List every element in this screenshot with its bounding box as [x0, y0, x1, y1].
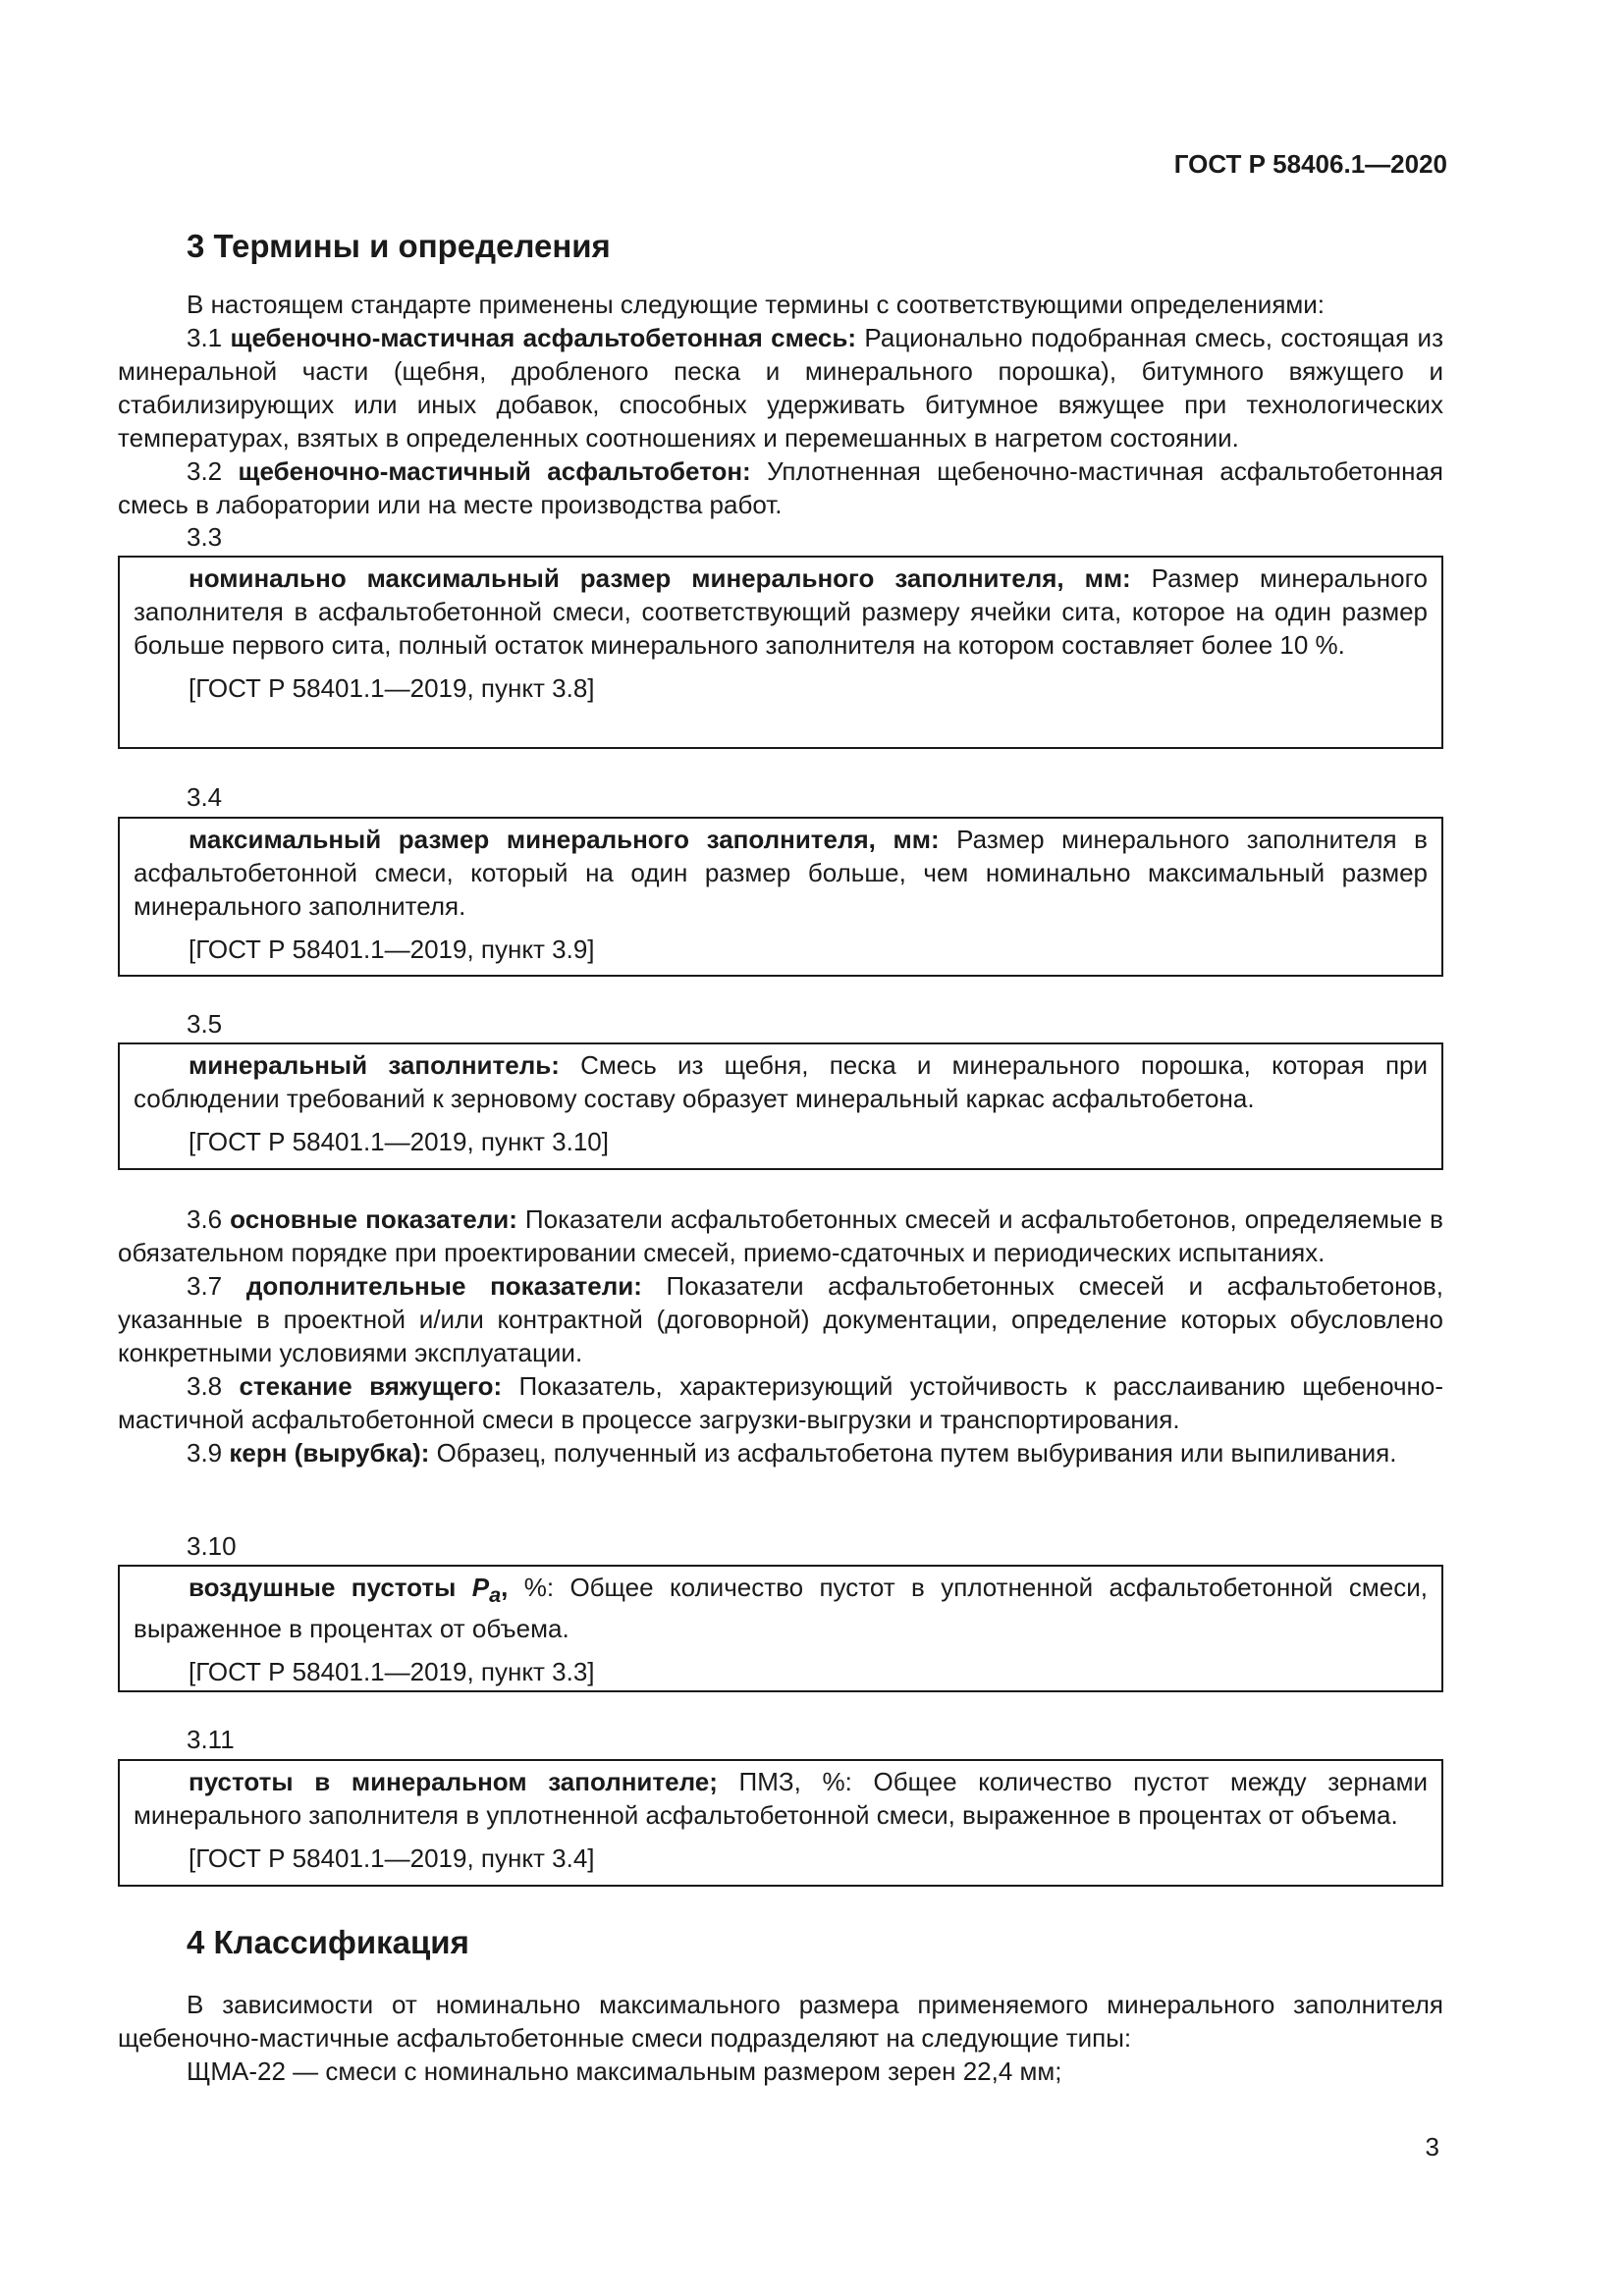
term-3-10-box [118, 1565, 1443, 1692]
symbol-p: P [471, 1573, 490, 1602]
section-3-title: 3 Термины и определения [187, 228, 611, 264]
term-3-9-definition: Образец, полученный из асфальтобетона путем выбуривания или выпиливания. [429, 1438, 1397, 1468]
term-3-10-definition: %: Общее количество пустот в уплотненной асфальтобетонной смеси, выраженное в процентах от объема. [134, 1573, 1428, 1644]
term-3-5-box [118, 1042, 1443, 1170]
terms-3-6-to-3-9-block [118, 1202, 1443, 1469]
term-3-11-name: пустоты в минеральном заполнителе; [189, 1767, 718, 1796]
term-3-3-reference: [ГОСТ Р 58401.1—2019, пункт 3.8] [189, 673, 595, 703]
term-3-2-name: щебеночно-мастичный асфальтобетон: [238, 456, 751, 486]
term-3-4-number: 3.4 [187, 782, 223, 812]
term-3-11-box [118, 1759, 1443, 1887]
term-3-8: 3.8 стекание вяжущего: Показатель, характеризующий устойчивость к расслаиванию щебеночно-мастичной асфальтобетонной смеси в процессе загрузки-выгрузки и транспортирования. [118, 1371, 1443, 1434]
term-3-5-number: 3.5 [187, 1009, 223, 1039]
classification-item-shma-22: ЩМА-22 — смеси с номинально максимальным размером зерен 22,4 мм; [187, 2056, 1062, 2086]
term-3-2-definition: Уплотненная щебеночно-мастичная асфальтобетонная смесь в лаборатории или на месте производства работ. [118, 456, 1443, 519]
term-3-3-definition: Размер минерального заполнителя в асфальтобетонной смеси, соответствующий размеру ячейки сита, которое на один размер больше первого сита, полный остаток минерального заполнителя на котором составляет более 10 %. [134, 563, 1429, 660]
term-3-6: 3.6 основные показатели: Показатели асфальтобетонных смесей и асфальтобетонов, определяемые в обязательном порядке при проектировании смесей, приемо-сдаточных и периодических испытаниях. [118, 1204, 1443, 1267]
term-3-5 [134, 1048, 1428, 1115]
section-4-intro: В зависимости от номинально максимального размера применяемого минерального заполнителя щебеночно-мастичные асфальтобетонные смеси подразделяют на следующие типы: [118, 1990, 1443, 2053]
term-3-11 [134, 1765, 1428, 1832]
section-4-block [118, 1988, 1443, 2088]
term-3-10 [134, 1571, 1428, 1645]
term-3-3-name: номинально максимальный размер минерального заполнителя, мм: [189, 563, 1131, 593]
term-3-7: 3.7 дополнительные показатели: Показатели асфальтобетонных смесей и асфальтобетонов, указанные в проектной и/или контрактной (договорной) документации, определение которых обусловлено конкретными условиями эксплуатации. [118, 1271, 1443, 1367]
section-4-title: 4 Классификация [187, 1924, 469, 1960]
term-3-4-name: максимальный размер минерального заполнителя, мм: [189, 825, 940, 854]
symbol-a-subscript: a [489, 1582, 502, 1608]
term-3-5-definition: Смесь из щебня, песка и минерального порошка, которая при соблюдении требований к зерновому составу образует минеральный каркас асфальтобетона. [134, 1050, 1429, 1113]
term-3-7-definition: Показатели асфальтобетонных смесей и асфальтобетонов, указанные в проектной и/или контрактной (договорной) документации, определение которых обусловлено конкретными условиями эксплуатации. [118, 1271, 1443, 1367]
term-3-6-definition: Показатели асфальтобетонных смесей и асфальтобетонов, определяемые в обязательном порядке при проектировании смесей, приемо-сдаточных и периодических испытаниях. [118, 1204, 1443, 1267]
term-3-8-name: стекание вяжущего: [239, 1371, 503, 1401]
term-3-11-number: 3.11 [187, 1725, 235, 1754]
term-3-2: 3.2 щебеночно-мастичный асфальтобетон: Уплотненная щебеночно-мастичная асфальтобетонная смесь в лаборатории или на месте производства работ. [118, 456, 1443, 519]
term-3-10-reference: [ГОСТ Р 58401.1—2019, пункт 3.3] [189, 1657, 595, 1687]
term-3-6-name: основные показатели: [230, 1204, 517, 1234]
term-3-8-definition: Показатель, характеризующий устойчивость к расслаиванию щебеночно-мастичной асфальтобетонной смеси в процессе загрузки-выгрузки и транспортирования. [118, 1371, 1443, 1434]
term-3-3-number: 3.3 [187, 522, 223, 552]
document-code: ГОСТ Р 58406.1—2020 [1173, 149, 1447, 179]
section-3-intro-block [118, 288, 1443, 521]
term-3-10-number: 3.10 [187, 1531, 237, 1561]
term-3-5-reference: [ГОСТ Р 58401.1—2019, пункт 3.10] [189, 1127, 609, 1156]
term-3-4-definition: Размер минерального заполнителя в асфальтобетонной смеси, который на один размер больше, чем номинально максимальный размер минерального заполнителя. [134, 825, 1428, 921]
term-3-11-reference: [ГОСТ Р 58401.1—2019, пункт 3.4] [189, 1843, 595, 1873]
term-3-4-box [118, 817, 1443, 977]
term-3-1-definition: Рационально подобранная смесь, состоящая из минеральной части (щебня, дробленого песка и минерального порошка), битумного вяжущего и стабилизирующих или иных добавок, способных удерживать битумное вяжущее при технологических температурах, взятых в определенных соотношениях и перемешанных в нагретом состоянии. [118, 323, 1443, 453]
term-3-1: 3.1 щебеночно-мастичная асфальтобетонная смесь: Рационально подобранная смесь, состоящая из минеральной части (щебня, дробленого песка и минерального порошка), битумного вяжущего и стабилизирующих или иных добавок, способных удерживать битумное вяжущее при технологических температурах, взятых в определенных соотношениях и перемешанных в нагретом состоянии. [118, 323, 1443, 453]
section-3-intro: В настоящем стандарте применены следующие термины с соответствующими определениями: [187, 290, 1326, 319]
term-3-1-name: щебеночно-мастичная асфальтобетонная смесь: [230, 323, 857, 352]
term-3-5-name: минеральный заполнитель: [189, 1050, 560, 1080]
term-3-11-definition: ПМЗ, %: Общее количество пустот между зернами минерального заполнителя в уплотненной асфальтобетонной смеси, выраженное в процентах от объема. [134, 1767, 1428, 1830]
page-number: 3 [1425, 2132, 1439, 2162]
term-3-9: 3.9 керн (вырубка): Образец, полученный из асфальтобетона путем выбуривания или выпиливания. [187, 1438, 1397, 1468]
term-3-9-name: керн (вырубка): [229, 1438, 430, 1468]
term-3-4-reference: [ГОСТ Р 58401.1—2019, пункт 3.9] [189, 934, 595, 964]
term-3-3 [134, 561, 1428, 662]
term-3-10-name: воздушные пустоты $P_a$, [189, 1573, 509, 1608]
term-3-4 [134, 823, 1428, 923]
term-3-7-name: дополнительные показатели: [245, 1271, 642, 1301]
term-3-3-box [118, 556, 1443, 749]
